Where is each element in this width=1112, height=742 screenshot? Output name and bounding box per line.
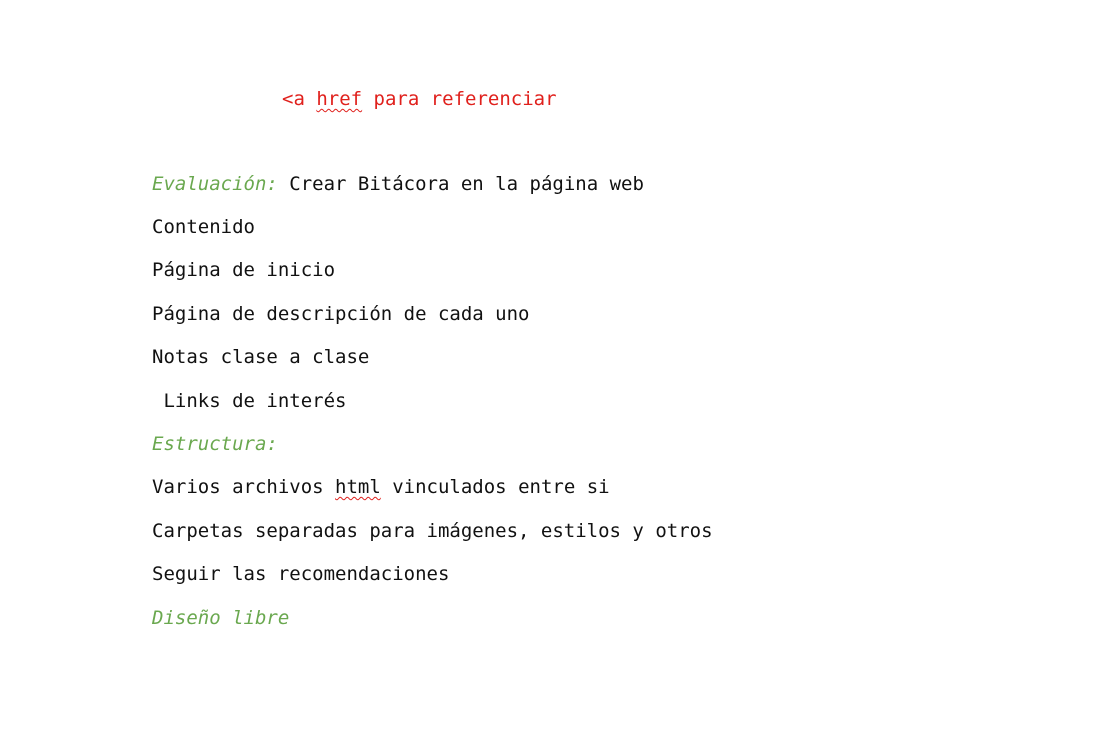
structure-files-line [152, 475, 610, 499]
code-note-suffix: para referenciar [362, 88, 557, 110]
files-line-html-word: html [335, 476, 381, 498]
code-note-prefix: <a [282, 88, 317, 110]
evaluation-line [152, 172, 644, 196]
content-item: Contenido [152, 216, 255, 238]
content-item: Links de interés [152, 390, 347, 412]
content-item: Notas clase a clase [152, 346, 370, 368]
structure-folders-line: Carpetas separadas para imágenes, estilos y otros [152, 520, 713, 542]
evaluation-label: Evaluación: [152, 173, 278, 195]
code-note-href-word: href [316, 88, 363, 110]
content-item: Página de inicio [152, 259, 336, 281]
structure-recommendations-line: Seguir las recomendaciones [152, 563, 450, 585]
files-line-after: vinculados entre si [380, 476, 610, 498]
files-line-before: Varios archivos [152, 476, 336, 498]
evaluation-text: Crear Bitácora en la página web [277, 173, 644, 195]
design-heading: Diseño libre [152, 607, 290, 629]
code-note-line [282, 87, 557, 111]
structure-heading: Estructura: [152, 433, 278, 455]
content-item: Página de descripción de cada uno [152, 303, 530, 325]
